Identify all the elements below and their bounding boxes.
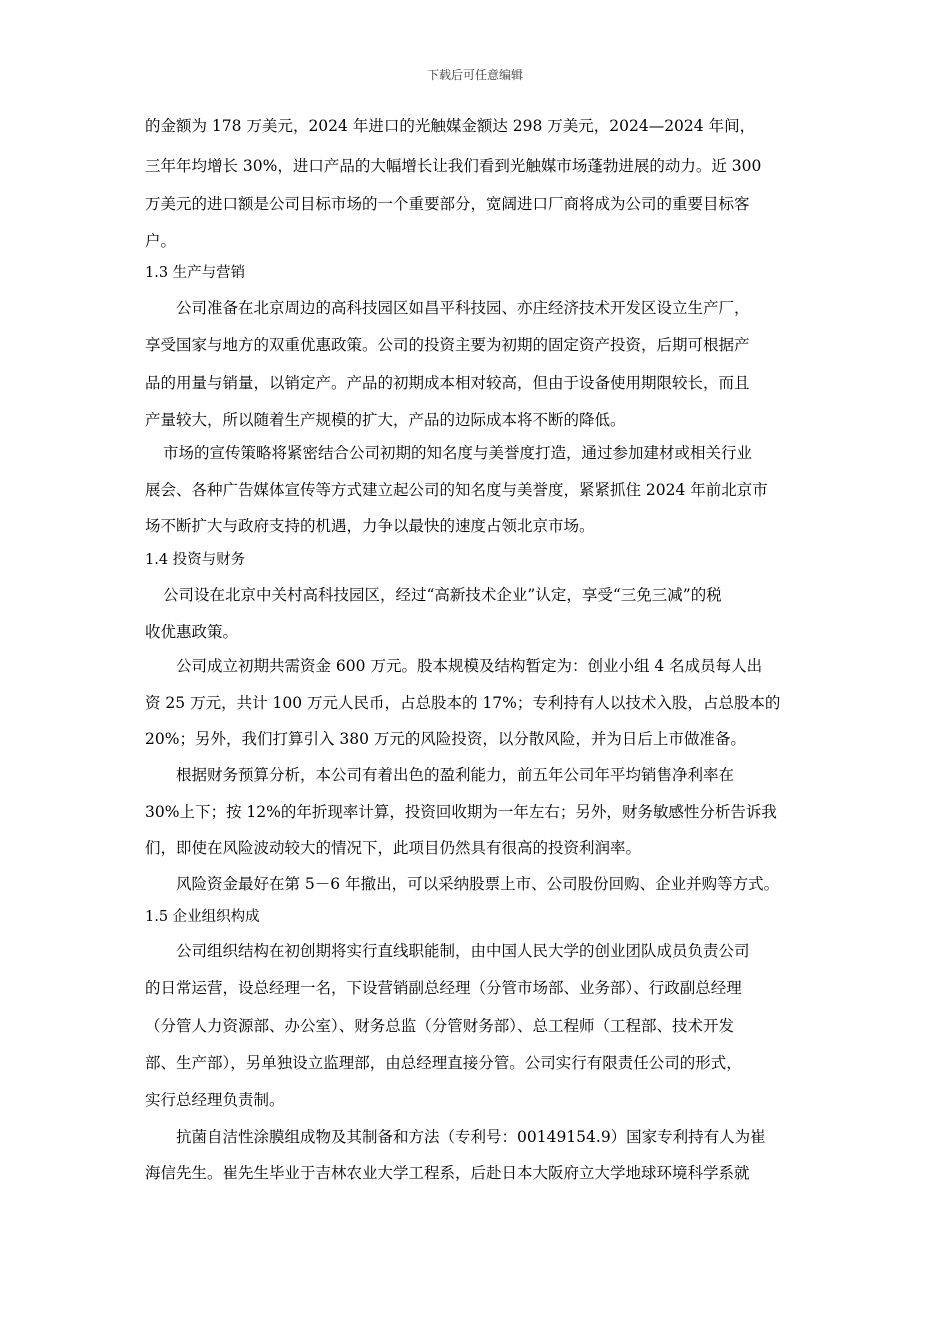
paragraph-line: 户。 — [145, 232, 177, 250]
paragraph-line: 海信先生。崔先生毕业于吉林农业大学工程系，后赴日本大阪府立大学地球环境科学系就 — [145, 1164, 750, 1182]
paragraph-line: 享受国家与地方的双重优惠政策。公司的投资主要为初期的固定资产投资，后期可根据产 — [145, 336, 750, 354]
paragraph-line: 展会、各种广告媒体宣传等方式建立起公司的知名度与美誉度，紧紧抓住 2024 年前北京市 — [145, 481, 768, 499]
page-header: 下载后可任意编辑 — [426, 68, 523, 82]
section-heading-1-3: 1.3 生产与营销 — [145, 265, 246, 281]
paragraph-line: 20%；另外，我们打算引入 380 万元的风险投资，以分散风险，并为日后上市做准备。 — [145, 730, 746, 748]
paragraph-line: 市场的宣传策略将紧密结合公司初期的知名度与美誉度打造，通过参加建材或相关行业 — [163, 444, 753, 462]
paragraph-line: 实行总经理负责制。 — [145, 1091, 285, 1109]
paragraph-line: 的金额为 178 万美元，2024 年进口的光触媒金额达 298 万美元，2024—2024 年间， — [145, 117, 756, 135]
paragraph-line: 产量较大，所以随着生产规模的扩大，产品的边际成本将不断的降低。 — [145, 411, 626, 429]
paragraph-line: （分管人力资源部、办公室）、财务总监（分管财务部）、总工程师（工程部、技术开发 — [145, 1017, 735, 1035]
paragraph-line: 抗菌自洁性涂膜组成物及其制备和方法（专利号：00149154.9）国家专利持有人为崔 — [176, 1128, 766, 1146]
paragraph-line: 们，即使在风险波动较大的情况下，此项目仍然具有很高的投资利润率。 — [145, 839, 642, 857]
paragraph-line: 公司组织结构在初创期将实行直线职能制，由中国人民大学的创业团队成员负责公司 — [176, 942, 750, 960]
paragraph-line: 公司成立初期共需资金 600 万元。股本规模及结构暂定为：创业小组 4 名成员每人出 — [176, 657, 763, 675]
paragraph-line: 资 25 万元，共计 100 万元人民币，占总股本的 17%；专利持有人以技术入股，占总股本的 — [145, 694, 781, 712]
paragraph-line: 品的用量与销量，以销定产。产品的初期成本相对较高，但由于设备使用期限较长，而且 — [145, 374, 750, 392]
paragraph-line: 公司准备在北京周边的高科技园区如昌平科技园、亦庄经济技术开发区设立生产厂， — [176, 299, 750, 317]
section-heading-1-5: 1.5 企业组织构成 — [145, 909, 260, 925]
paragraph-line: 收优惠政策。 — [145, 623, 239, 641]
paragraph-line: 部、生产部），另单独设立监理部，由总经理直接分管。公司实行有限责任公司的形式， — [145, 1054, 742, 1072]
section-heading-1-4: 1.4 投资与财务 — [145, 552, 246, 568]
paragraph-line: 三年年均增长 30%，进口产品的大幅增长让我们看到光触媒市场蓬勃进展的动力。近 300 — [145, 157, 762, 175]
paragraph-line: 30%上下；按 12%的年折现率计算，投资回收期为一年左右；另外，财务敏感性分析告诉我 — [145, 803, 777, 821]
paragraph-line: 根据财务预算分析，本公司有着出色的盈利能力，前五年公司年平均销售净利率在 — [176, 766, 735, 784]
paragraph-line: 风险资金最好在第 5－6 年撤出，可以采纳股票上市、公司股份回购、企业并购等方式。 — [176, 875, 780, 893]
paragraph-line: 公司设在北京中关村高科技园区，经过“高新技术企业”认定，享受“三免三减”的税 — [163, 586, 722, 604]
paragraph-line: 场不断扩大与政府支持的机遇，力争以最快的速度占领北京市场。 — [145, 517, 595, 535]
paragraph-line: 的日常运营，设总经理一名，下设营销副总经理（分管市场部、业务部）、行政副总经理 — [145, 979, 742, 997]
paragraph-line: 万美元的进口额是公司目标市场的一个重要部分，宽阔进口厂商将成为公司的重要目标客 — [145, 195, 750, 213]
